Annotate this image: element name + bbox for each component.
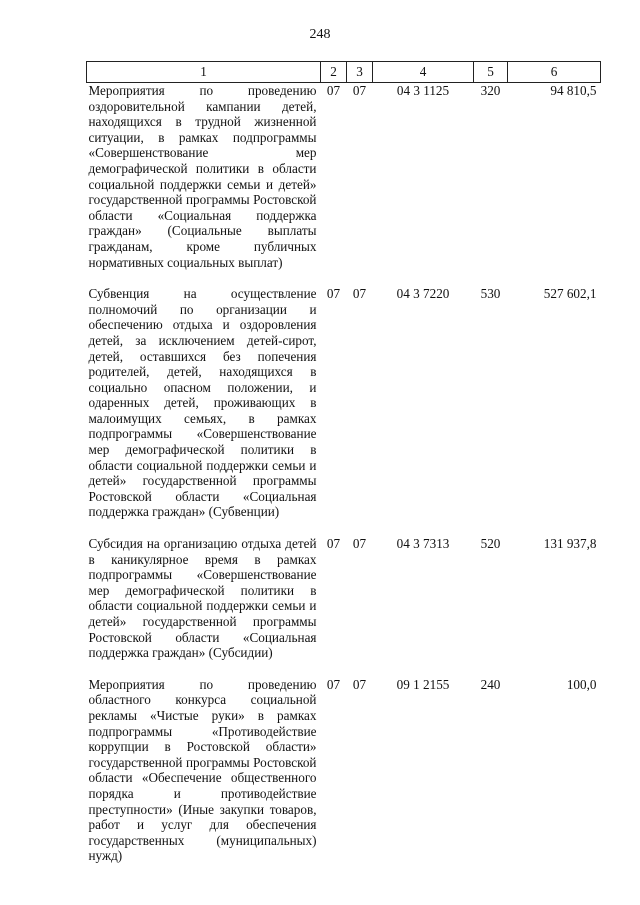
row-expense-type-code: 240 (480, 676, 501, 692)
row-section-code: 07 (326, 286, 341, 302)
column-header: 4 (373, 62, 474, 83)
table-header-row (87, 62, 601, 83)
row-name: Субсидия на организацию отдыха детей в каникулярное время в рамках подпрограммы «Совершенствование мер демографической политики в области социальной поддержки семьи и детей» государственной программы Ростовской области «Социальная поддержка граждан» (Субсидии) (88, 536, 317, 661)
row-section-code: 07 (326, 676, 341, 692)
row-name: Субвенция на осуществление полномочий по организации и обеспечению отдыха и оздоровления детей, за исключением детей-сирот, детей, оставшихся без попечения родителей, детей, находящихся в социально опасном положении, и одаренных детей, проживающих в малоимущих семьях, в рамках подпрограммы «Совершенствование мер демографической политики в области социальной поддержки семьи и детей» государственной программы Ростовской области «Социальная поддержка граждан» (Субвенции) (88, 286, 317, 520)
table-row (87, 677, 601, 880)
page-number: 248 (309, 27, 331, 42)
row-amount: 100,0 (566, 676, 597, 692)
row-subsection-code: 07 (352, 536, 367, 552)
row-expense-type-code: 520 (480, 536, 501, 552)
row-amount: 94 810,5 (550, 83, 597, 98)
column-header: 3 (347, 62, 373, 83)
budget-table (86, 61, 601, 880)
row-target-article-code: 04 3 7313 (396, 536, 450, 552)
row-amount: 527 602,1 (543, 286, 597, 302)
row-target-article-code: 04 3 7220 (396, 286, 450, 302)
column-header: 2 (321, 62, 347, 83)
row-name: Мероприятия по проведению областного конкурса социальной рекламы «Чистые руки» в рамках подпрограммы «Противодействие коррупции в Ростовской области» государственной программы Ростовской области «Обеспечение общественного порядка и противодействие преступности» (Иные закупки товаров, работ и услуг для обеспечения государственных (муниципальных) нужд) (88, 676, 317, 864)
column-header: 6 (508, 62, 601, 83)
row-amount: 131 937,8 (543, 536, 597, 552)
row-expense-type-code: 530 (480, 286, 501, 302)
row-section-code: 07 (326, 83, 341, 98)
row-name: Мероприятия по проведению оздоровительной кампании детей, находящихся в трудной жизненной ситуации, в рамках подпрограммы «Совершенствование мер демографической политики в области социальной поддержки семьи и детей» государственной программы Ростовской области «Социальная поддержка граждан» (Социальные выплаты гражданам, кроме публичных нормативных социальных выплат) (88, 83, 317, 270)
row-subsection-code: 07 (352, 83, 367, 98)
row-subsection-code: 07 (352, 286, 367, 302)
row-expense-type-code: 320 (480, 83, 501, 98)
column-header: 1 (87, 62, 321, 83)
row-section-code: 07 (326, 536, 341, 552)
row-subsection-code: 07 (352, 676, 367, 692)
table-row (87, 83, 601, 287)
table-row (87, 286, 601, 536)
row-target-article-code: 04 3 1125 (396, 83, 450, 98)
row-target-article-code: 09 1 2155 (396, 676, 450, 692)
table-row (87, 536, 601, 677)
column-header: 5 (474, 62, 508, 83)
